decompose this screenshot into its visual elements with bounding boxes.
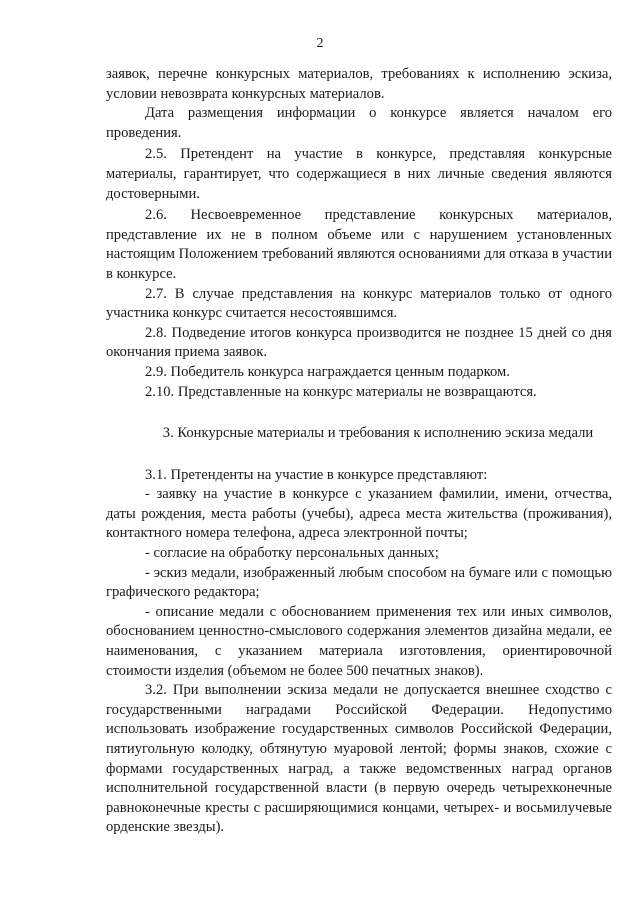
list-item-application: - заявку на участие в конкурсе с указанием фамилии, имени, отчества, даты рождения, места работы (учебы), адреса места жительства (проживания), контактного номера телефона, адреса электронной почты; bbox=[106, 486, 612, 542]
section-3-heading: 3. Конкурсные материалы и требования к исполнению эскиза медали bbox=[162, 425, 594, 442]
list-item-sketch: - эскиз медали, изображенный любым способом на бумаге или с помощью графического редактора; bbox=[106, 564, 612, 601]
paragraph-start-date: Дата размещения информации о конкурсе является началом его проведения. bbox=[106, 105, 612, 141]
list-item-consent: - согласие на обработку персональных данных; bbox=[145, 545, 439, 562]
paragraph-2-7: 2.7. В случае представления на конкурс материалов только от одного участника конкурс считается несостоявшимся. bbox=[106, 285, 612, 322]
list-item-description: - описание медали с обоснованием применения тех или иных символов, обоснованием ценностно-смыслового содержания элементов дизайна медали, ее наименования, с указанием материала изготовления, ориентировочной стоимости изделия (объемом не более 500 печатных знаков). bbox=[106, 603, 612, 679]
document-body bbox=[106, 65, 612, 838]
paragraph-2-8: 2.8. Подведение итогов конкурса производится не позднее 15 дней со дня окончания приема заявок. bbox=[106, 324, 612, 361]
paragraph-2-9: 2.9. Победитель конкурса награждается ценным подарком. bbox=[145, 363, 510, 380]
paragraph-2-6: 2.6. Несвоевременное представление конкурсных материалов, представление их не в полном объеме или с нарушением установленных настоящим Положением требований являются основаниями для отказа в участии в конкурсе. bbox=[106, 207, 612, 282]
paragraph-2-10: 2.10. Представленные на конкурс материалы не возвращаются. bbox=[145, 383, 537, 400]
paragraph-3-2: 3.2. При выполнении эскиза медали не допускается внешнее сходство с государственными наградами Российской Федерации. Недопустимо использовать изображение государственных символов Российской Федерации, пятиугольную колодку, обтянутую муаровой лентой; формы знаков, схожие с формами государственных наград, а также ведомственных наград органов исполнительной государственной власти (в первую очередь четырехконечные равноконечные кресты с расширяющимися концами, четырех- и восьмилучевые орденские звезды). bbox=[106, 682, 612, 836]
paragraph-2-5: 2.5. Претендент на участие в конкурсе, представляя конкурсные материалы, гарантирует, что содержащиеся в них личные сведения являются достоверными. bbox=[106, 146, 612, 202]
paragraph-continuation: заявок, перечне конкурсных материалов, требованиях к исполнению эскиза, условии невозврата конкурсных материалов. bbox=[106, 66, 612, 102]
paragraph-3-1: 3.1. Претенденты на участие в конкурсе представляют: bbox=[145, 466, 488, 483]
page-number: 2 bbox=[316, 36, 324, 51]
